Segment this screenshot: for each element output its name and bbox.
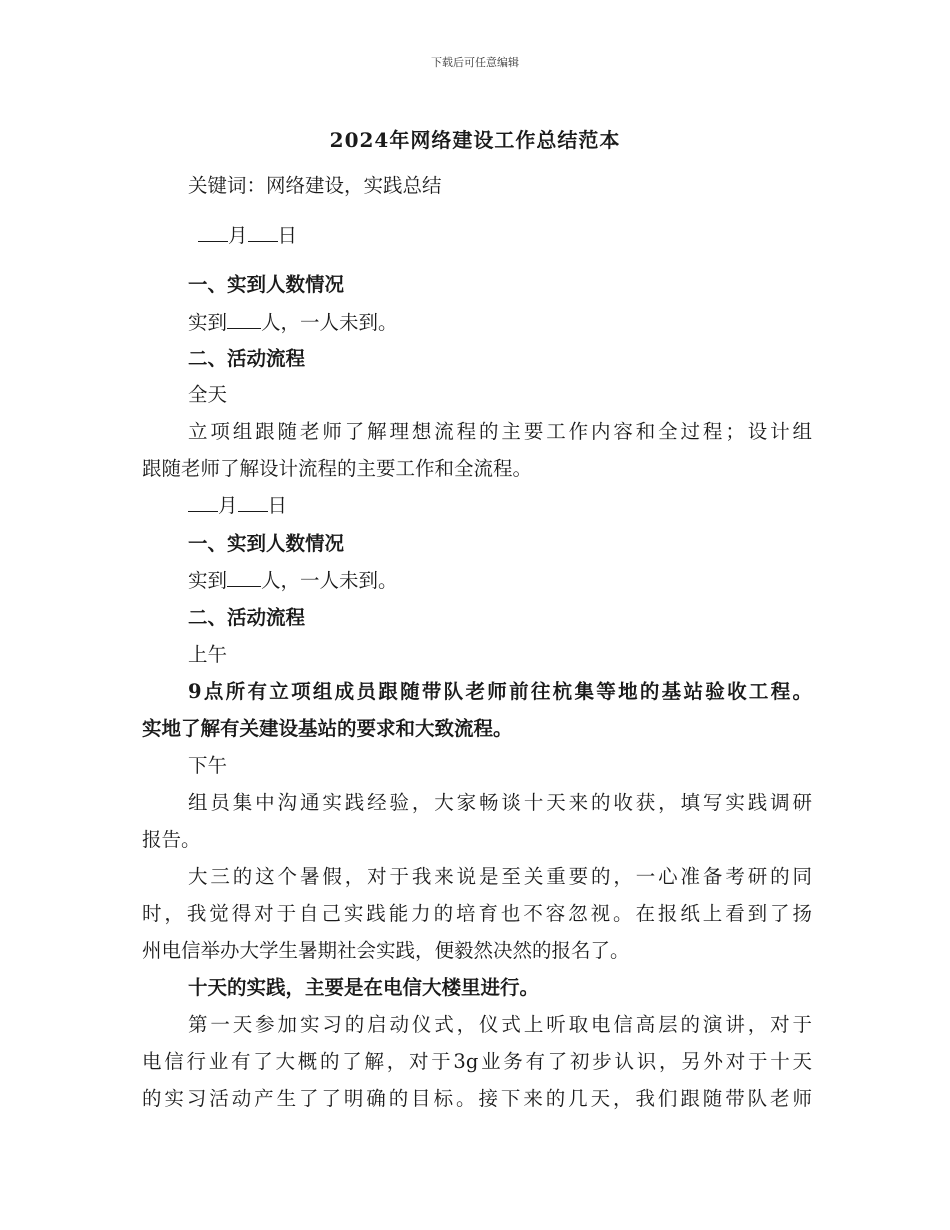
section-heading: 二、活动流程 bbox=[188, 606, 306, 629]
paragraph-line: 实地了解有关建设基站的要求和大致流程。 bbox=[142, 717, 513, 740]
date-blank bbox=[248, 221, 278, 242]
keywords-line: 关键词：网络建设，实践总结 bbox=[188, 174, 442, 197]
morning-label: 上午 bbox=[188, 643, 228, 666]
paragraph-line: 组员集中沟通实践经验，大家畅谈十天来的收获，填写实践调研 bbox=[188, 791, 812, 814]
all-day-label: 全天 bbox=[188, 383, 228, 406]
attendance-blank bbox=[227, 566, 261, 587]
paragraph-line: 大三的这个暑假，对于我来说是至关重要的，一心准备考研的同 bbox=[188, 865, 812, 888]
paragraph-line: 时，我觉得对于自己实践能力的培育也不容忽视。在报纸上看到了扬 bbox=[142, 902, 812, 925]
attendance-prefix: 实到 bbox=[188, 311, 228, 334]
paragraph-line: 州电信举办大学生暑期社会实践，便毅然决然的报名了。 bbox=[142, 939, 630, 962]
month-label: 月 bbox=[228, 224, 248, 247]
paragraph-line: 报告。 bbox=[142, 828, 201, 851]
day-label: 日 bbox=[267, 494, 288, 517]
date-blank bbox=[198, 221, 228, 242]
paragraph-line: 第一天参加实习的启动仪式，仪式上听取电信高层的演讲，对于 bbox=[188, 1013, 812, 1036]
paragraph-line: 跟随老师了解设计流程的主要工作和全流程。 bbox=[142, 457, 533, 480]
section-heading: 二、活动流程 bbox=[188, 347, 306, 370]
attendance-blank bbox=[227, 308, 261, 329]
date-line-1 bbox=[198, 221, 868, 251]
header-note: 下载后可任意编辑 bbox=[431, 56, 519, 69]
afternoon-label: 下午 bbox=[188, 754, 228, 777]
attendance-suffix: 人，一人未到。 bbox=[261, 311, 398, 334]
attendance-prefix: 实到 bbox=[188, 569, 228, 592]
section-heading: 一、实到人数情况 bbox=[188, 532, 345, 555]
attendance-line-1 bbox=[188, 308, 812, 338]
attendance-line-2 bbox=[188, 566, 812, 596]
paragraph-line: 立项组跟随老师了解理想流程的主要工作内容和全过程；设计组 bbox=[188, 420, 812, 443]
paragraph-line: 电信行业有了大概的了解，对于3g业务有了初步认识，另外对于十天 bbox=[142, 1050, 812, 1073]
date-blank bbox=[188, 491, 218, 512]
date-line-2 bbox=[188, 491, 812, 521]
paragraph-line: 的实习活动产生了了明确的目标。接下来的几天，我们跟随带队老师 bbox=[142, 1087, 812, 1110]
month-label: 月 bbox=[218, 494, 238, 517]
paragraph-line: 9点所有立项组成员跟随带队老师前往杭集等地的基站验收工程。 bbox=[188, 680, 812, 703]
document-title: 2024年网络建设工作总结范本 bbox=[329, 128, 621, 152]
day-label: 日 bbox=[277, 224, 298, 247]
date-blank bbox=[238, 491, 268, 512]
attendance-suffix: 人，一人未到。 bbox=[261, 569, 398, 592]
paragraph-heading: 十天的实践，主要是在电信大楼里进行。 bbox=[188, 976, 540, 999]
section-heading: 一、实到人数情况 bbox=[188, 273, 345, 296]
